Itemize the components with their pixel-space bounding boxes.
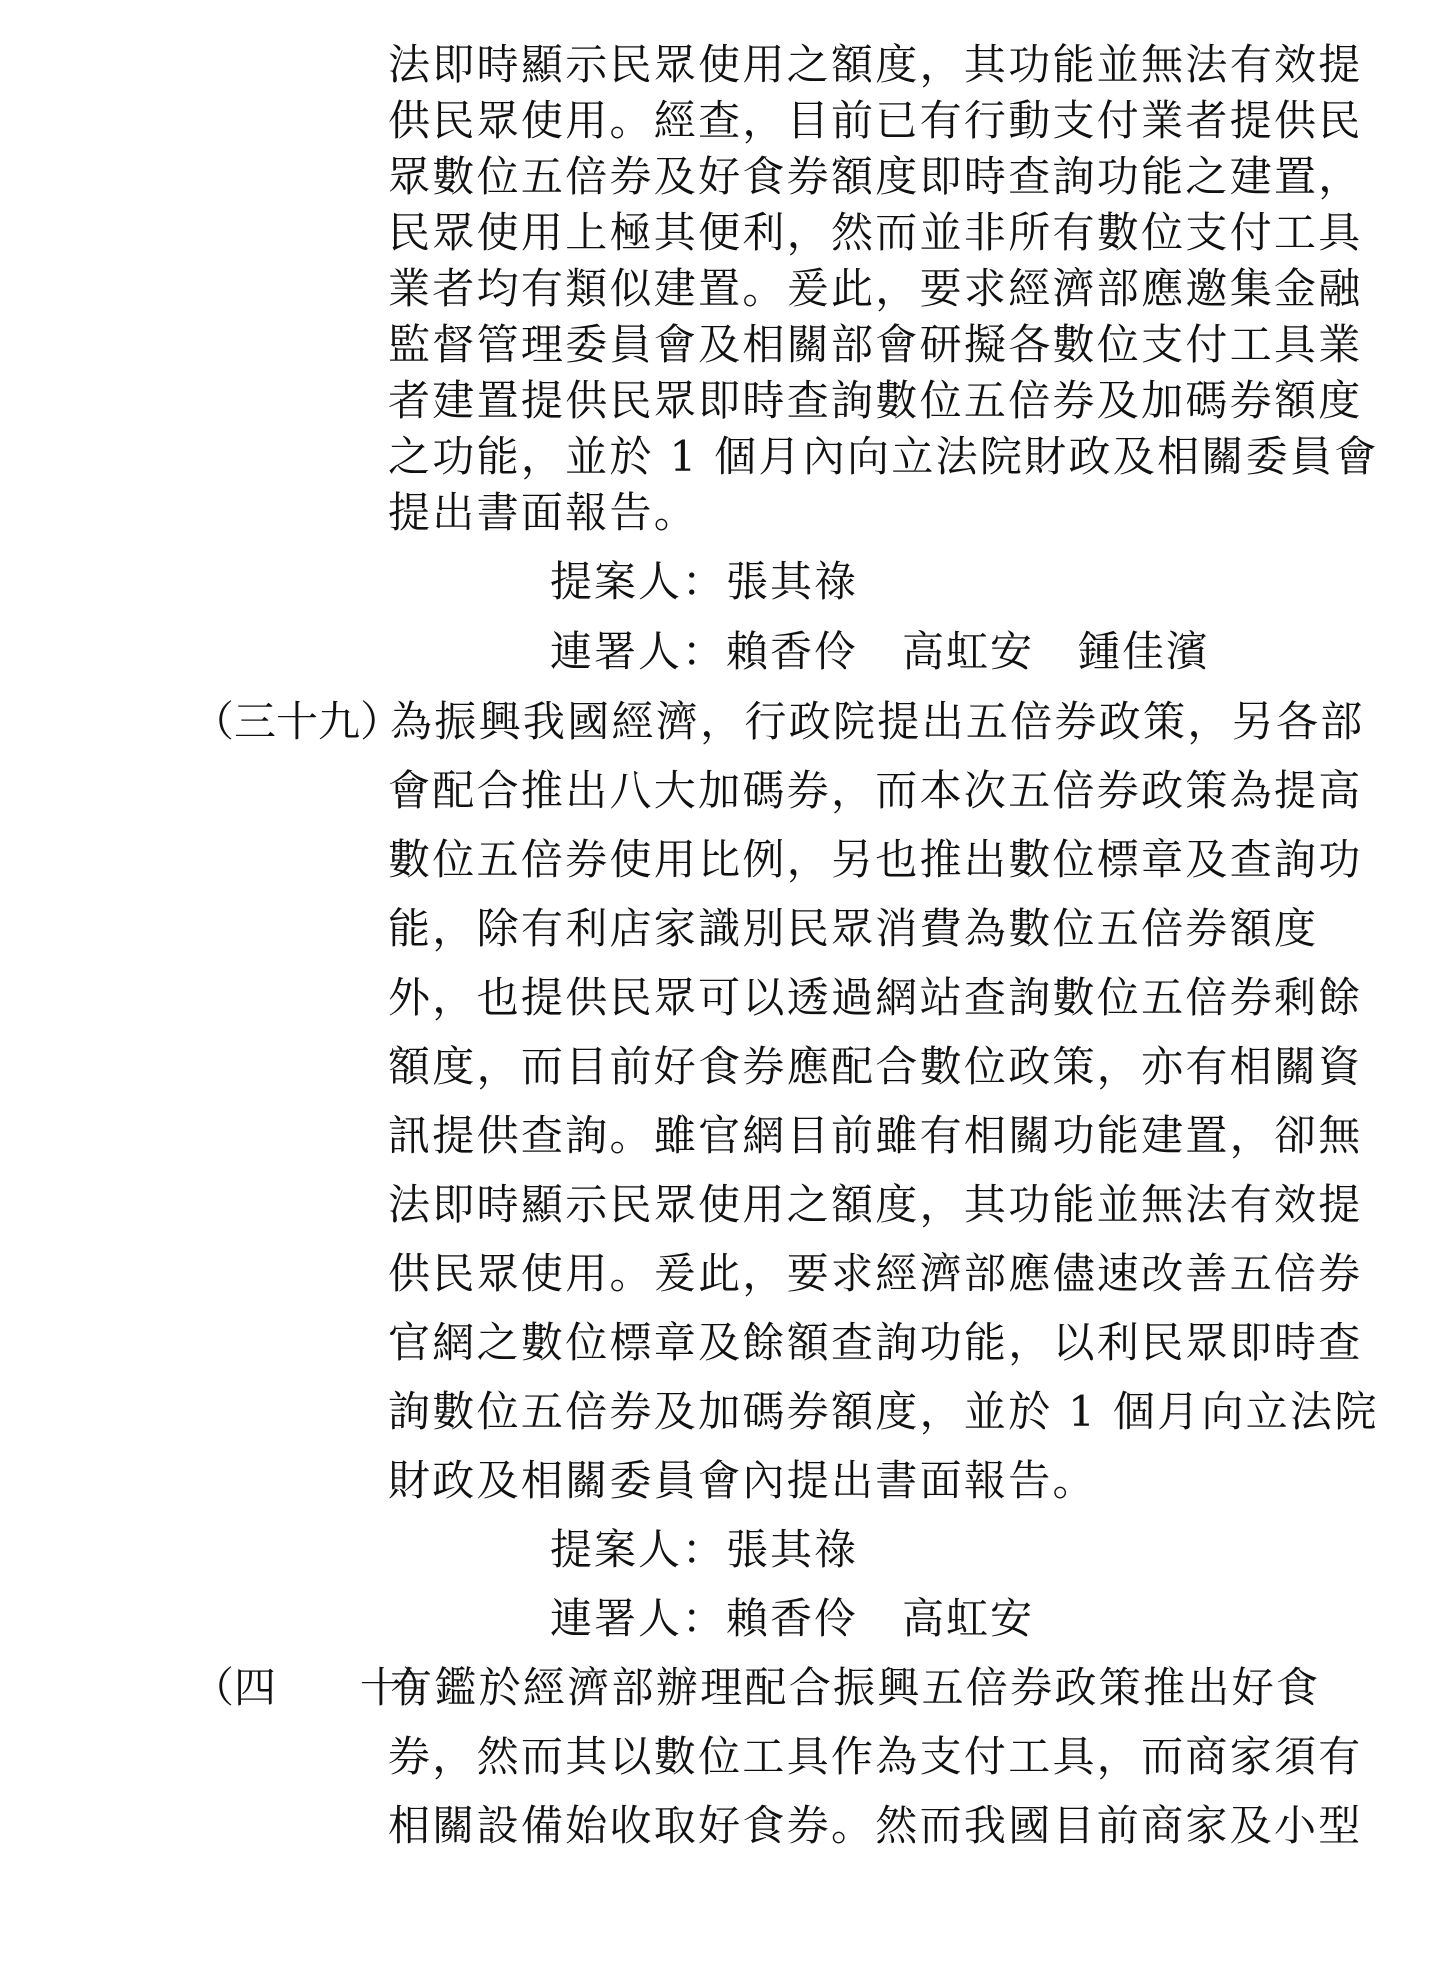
paragraph-line: 外，也提供民眾可以透過網站查詢數位五倍券剩餘 [388, 973, 1363, 1022]
paragraph-line: 者建置提供民眾即時查詢數位五倍券及加碼券額度 [388, 376, 1363, 425]
paragraph-line: 監督管理委員會及相關部會研擬各數位支付工具業 [388, 320, 1363, 369]
paragraph-line: 法即時顯示民眾使用之額度，其功能並無法有效提 [388, 1180, 1363, 1229]
paragraph-line: 官網之數位標章及餘額查詢功能，以利民眾即時查 [388, 1318, 1363, 1367]
cosigners-line: 連署人：賴香伶 高虹安 [550, 1594, 1035, 1643]
paragraph-line: 能，除有利店家識別民眾消費為數位五倍券額度 [388, 904, 1319, 953]
paragraph-line: 法即時顯示民眾使用之額度，其功能並無法有效提 [388, 40, 1363, 89]
paragraph-line: 額度，而目前好食券應配合數位政策，亦有相關資 [388, 1042, 1363, 1091]
proposer-line: 提案人：張其祿 [550, 557, 859, 606]
item-number-39: （三十九） [192, 697, 403, 746]
item-39-first-line: 為振興我國經濟，行政院提出五倍券政策，另各部 [390, 697, 1365, 746]
paragraph-line: 會配合推出八大加碼券，而本次五倍券政策為提高 [388, 766, 1363, 815]
paragraph-line: 供民眾使用。爰此，要求經濟部應儘速改善五倍券 [388, 1249, 1363, 1298]
paragraph-line: 詢數位五倍券及加碼券額度，並於 1 個月向立法院 [388, 1387, 1379, 1436]
proposer-line: 提案人：張其祿 [550, 1525, 859, 1574]
paragraph-line: 供民眾使用。經查，目前已有行動支付業者提供民 [388, 96, 1363, 145]
item-number-40: （四 十） [192, 1663, 445, 1712]
cosigners-line: 連署人：賴香伶 高虹安 鍾佳濱 [550, 627, 1211, 676]
paragraph-line: 券，然而其以數位工具作為支付工具，而商家須有 [388, 1732, 1363, 1781]
paragraph-line: 相關設備始收取好食券。然而我國目前商家及小型 [388, 1801, 1363, 1850]
paragraph-line: 訊提供查詢。雖官網目前雖有相關功能建置，卻無 [388, 1111, 1363, 1160]
paragraph-line: 業者均有類似建置。爰此，要求經濟部應邀集金融 [388, 264, 1363, 313]
paragraph-line: 提出書面報告。 [388, 488, 699, 537]
paragraph-line: 數位五倍券使用比例，另也推出數位標章及查詢功 [388, 835, 1363, 884]
paragraph-line: 眾數位五倍券及好食券額度即時查詢功能之建置， [388, 152, 1363, 201]
paragraph-line: 之功能，並於 1 個月內向立法院財政及相關委員會 [388, 432, 1379, 481]
paragraph-line: 財政及相關委員會內提出書面報告。 [388, 1456, 1097, 1505]
paragraph-line: 民眾使用上極其便利，然而並非所有數位支付工具 [388, 208, 1363, 257]
item-40-first-line: 有鑑於經濟部辦理配合振興五倍券政策推出好食 [390, 1663, 1321, 1712]
